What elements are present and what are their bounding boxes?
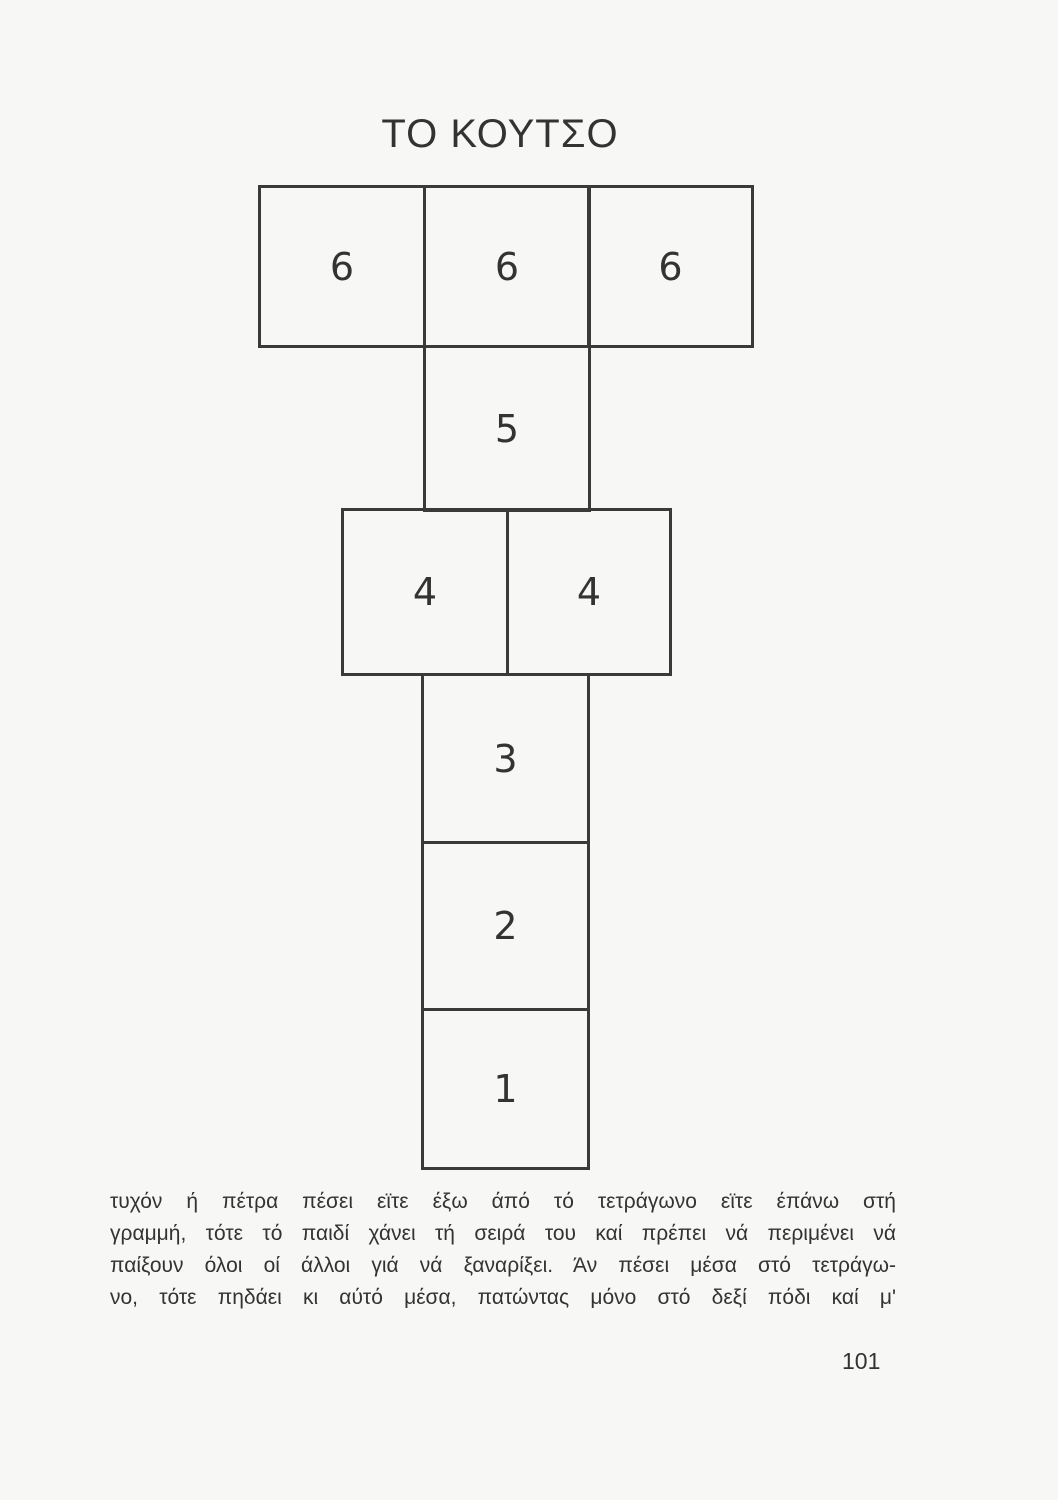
text-line: γραμμή, τότε τό παιδί χάνει τή σειρά του καί πρέπει νά περιμένει νά	[110, 1222, 896, 1245]
square-number: 4	[412, 570, 438, 614]
square-6-right	[587, 185, 754, 348]
square-4-right	[506, 508, 672, 676]
square-4-left	[341, 508, 509, 676]
square-number: 5	[494, 406, 520, 451]
square-5	[423, 345, 591, 512]
text-line: νο, τότε πηδάει κι αύτό μέσα, πατώντας μόνο στό δεξί πόδι καί μ'	[110, 1286, 896, 1309]
square-number: 1	[493, 1067, 518, 1111]
square-3	[421, 673, 590, 844]
text-line: τυχόν ή πέτρα πέσει εϊτε έξω άπό τό τετράγωνο εϊτε έπάνω στή	[110, 1190, 896, 1213]
square-number: 3	[493, 736, 518, 781]
page-number: 101	[842, 1348, 881, 1374]
square-number: 6	[494, 244, 520, 289]
square-number: 2	[493, 904, 518, 948]
body-paragraph	[110, 1186, 896, 1314]
square-2	[421, 841, 590, 1011]
page-title: ΤΟ ΚΟΥΤΣΟ	[381, 112, 619, 156]
square-number: 6	[329, 244, 355, 289]
square-number: 4	[576, 570, 602, 614]
square-6-left	[258, 185, 426, 348]
square-1	[421, 1008, 590, 1170]
square-6-middle	[423, 185, 591, 348]
square-number: 6	[658, 244, 683, 289]
text-line: παίξουν όλοι οί άλλοι γιά νά ξαναρίξει. Άν πέσει μέσα στό τετράγω-	[110, 1254, 896, 1277]
